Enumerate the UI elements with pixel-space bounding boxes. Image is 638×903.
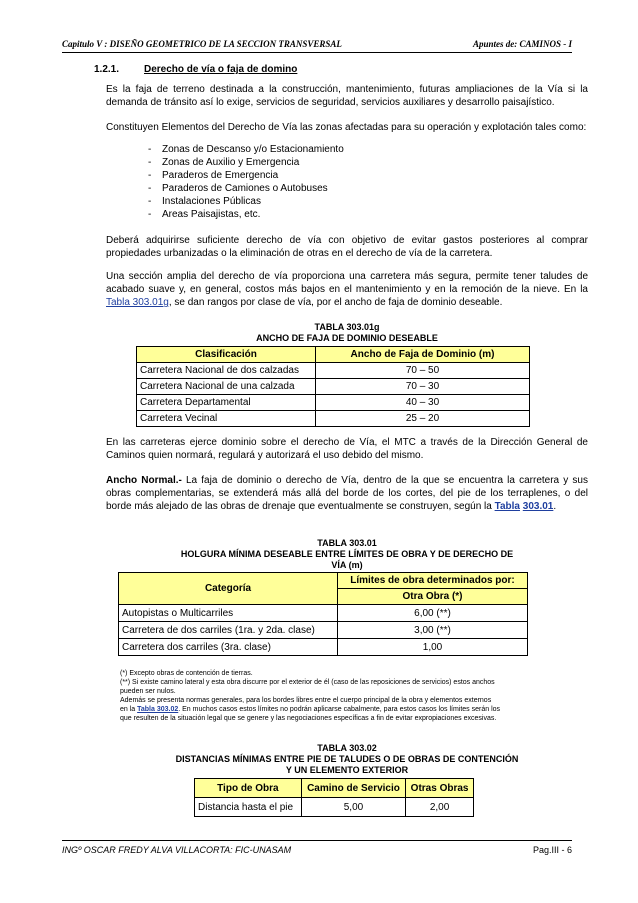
paragraph-acquisition: Deberá adquirirse suficiente derecho de vía con objetivo de evitar gastos posteriores al comprar propiedades urbanizadas o la eliminación de otras en el derecho de vía de la carretera. xyxy=(106,235,588,259)
table-row xyxy=(137,411,530,427)
table-303-02-link[interactable]: Tabla 303.02 xyxy=(137,706,179,713)
table1-cell: 70 – 50 xyxy=(316,363,530,379)
paragraph-definition: Es la faja de terreno destinada a la construcción, mantenimiento, futuras ampliaciones de la Vía si la demanda de tránsito así lo exige, servicios de seguridad, servicios auxiliares y desarrollo paisajístico. xyxy=(106,84,588,108)
header-course-title: Apuntes de: CAMINOS - I xyxy=(472,39,572,49)
page-footer xyxy=(62,840,572,855)
table-303-01g-link[interactable]: Tabla 303.01g xyxy=(106,297,169,308)
list-item: - Areas Paisajistas, etc. xyxy=(148,208,344,221)
table2-caption-title-end: VÍA (m) xyxy=(331,560,363,570)
table-row xyxy=(137,395,530,411)
section-title: Derecho de vía o faja de domino xyxy=(144,64,298,75)
table2-caption-title: HOLGURA MÍNIMA DESEABLE ENTRE LÍMITES DE OBRA Y DE DERECHO DE xyxy=(180,549,514,559)
table1-cell: 25 – 20 xyxy=(316,411,530,427)
table-row xyxy=(195,798,474,817)
table2-cell: Carretera de dos carriles (1ra. y 2da. clase) xyxy=(119,622,338,639)
table-row xyxy=(119,622,528,639)
table-303-01 xyxy=(118,572,528,656)
table1-caption-number: TABLA 303.01g xyxy=(314,322,380,332)
list-item: - Instalaciones Públicas xyxy=(148,195,344,208)
list-item: - Zonas de Auxilio y Emergencia xyxy=(148,156,344,169)
table3-caption-number: TABLA 303.02 xyxy=(317,743,377,753)
table2-cell: 3,00 (**) xyxy=(338,622,528,639)
paragraph-text: . xyxy=(553,501,557,512)
note-text: Además se presenta normas generales, para los bordes libres entre el cuerpo principal de la obra y elementos externos en la xyxy=(120,697,492,713)
table-row xyxy=(137,363,530,379)
note-3 xyxy=(120,696,500,723)
paragraph-text: La faja de dominio o derecho de Vía, dentro de la que se encuentra la carretera y sus obras complementarias, se extenderá más allá del borde de los cortes, del pie de los terraplenes, o del borde más alejado de las obras de drenaje que eventualmente se construyen, según la xyxy=(106,475,588,512)
ancho-normal-label: Ancho Normal.- xyxy=(106,475,182,486)
table3-header-otras: Otras Obras xyxy=(406,779,474,798)
table-303-02 xyxy=(194,778,474,817)
page-header xyxy=(62,38,572,53)
list-item: - Zonas de Descanso y/o Estacionamiento xyxy=(148,143,344,156)
note-2: (**) Si existe camino lateral y esta obra discurre por el exterior de él (caso de las reposiciones de servicios) estos anchos pueden ser nulos. xyxy=(120,679,495,695)
table2-cell: 1,00 xyxy=(338,639,528,656)
paragraph-ancho-normal xyxy=(106,474,588,513)
table3-caption xyxy=(106,743,588,776)
table-303-01-link[interactable]: 303.01 xyxy=(522,501,554,512)
table2-header-otra-obra: Otra Obra (*) xyxy=(338,589,528,605)
table2-header-limites: Límites de obra determinados por: xyxy=(338,573,528,589)
paragraph-text: Una sección amplia del derecho de vía proporciona una carretera más segura, permite tener taludes de acabado suave y, en general, costos más bajos en el mantenimiento y en la remoción de la nieve. En la xyxy=(106,271,588,295)
table-303-01g xyxy=(136,346,530,427)
paragraph-elements: Constituyen Elementos del Derecho de Vía las zonas afectadas para su operación y explotación tales como: xyxy=(106,122,587,133)
elements-list xyxy=(148,143,344,221)
table3-header-tipo: Tipo de Obra xyxy=(195,779,302,798)
table-row xyxy=(119,605,528,622)
paragraph-text: , se dan rangos por clase de vía, por el ancho de faja de dominio deseable. xyxy=(168,297,503,308)
header-chapter-title: Capitulo V : DISEÑO GEOMETRICO DE LA SECCION TRANSVERSAL xyxy=(62,39,342,49)
table1-cell: Carretera Departamental xyxy=(137,395,316,411)
table-303-01-link[interactable]: Tabla xyxy=(494,501,520,512)
footer-author: INGº OSCAR FREDY ALVA VILLACORTA: FIC-UNASAM xyxy=(62,845,292,855)
table2-cell: Carretera dos carriles (3ra. clase) xyxy=(119,639,338,656)
list-item: - Paraderos de Emergencia xyxy=(148,169,344,182)
table1-header-ancho: Ancho de Faja de Dominio (m) xyxy=(316,347,530,363)
section-number: 1.2.1. xyxy=(94,64,120,75)
table1-caption xyxy=(106,322,588,344)
table1-cell: 70 – 30 xyxy=(316,379,530,395)
table-row xyxy=(137,379,530,395)
table2-notes xyxy=(120,669,500,723)
table3-header-camino: Camino de Servicio xyxy=(301,779,405,798)
table3-cell: Distancia hasta el pie xyxy=(195,798,302,817)
table3-caption-title-end: Y UN ELEMENTO EXTERIOR xyxy=(285,765,409,775)
table3-cell: 2,00 xyxy=(406,798,474,817)
note-1: (*) Excepto obras de contención de tierras. xyxy=(120,670,253,677)
table3-cell: 5,00 xyxy=(301,798,405,817)
paragraph-wide-section xyxy=(106,270,588,309)
table1-cell: 40 – 30 xyxy=(316,395,530,411)
table1-cell: Carretera Nacional de una calzada xyxy=(137,379,316,395)
table1-header-clasificacion: Clasificación xyxy=(137,347,316,363)
note-text: . En muchos casos estos límites no podrán aplicarse cabalmente, para estos casos los límites serán los que resulten de la situación legal que se genere y las negociaciones específicas a fin de evitar expropiaciones excesivas. xyxy=(120,706,501,722)
list-item: - Paraderos de Camiones o Autobuses xyxy=(148,182,344,195)
table2-caption xyxy=(106,538,588,571)
table2-cell: 6,00 (**) xyxy=(338,605,528,622)
table1-cell: Carretera Nacional de dos calzadas xyxy=(137,363,316,379)
table1-caption-title: ANCHO DE FAJA DE DOMINIO DESEABLE xyxy=(256,333,438,343)
table-row xyxy=(119,639,528,656)
table2-caption-number: TABLA 303.01 xyxy=(317,538,377,548)
paragraph-mtc: En las carreteras ejerce dominio sobre el derecho de Vía, el MTC a través de la Dirección General de Caminos quien normará, regulará y autorizará el uso debido del mismo. xyxy=(106,437,588,461)
footer-page-number: Pag.III - 6 xyxy=(532,845,572,855)
table3-caption-title: DISTANCIAS MÍNIMAS ENTRE PIE DE TALUDES O DE OBRAS DE CONTENCIÓN xyxy=(175,754,519,764)
table2-cell: Autopistas o Multicarriles xyxy=(119,605,338,622)
table2-header-categoria: Categoría xyxy=(119,573,338,605)
table1-cell: Carretera Vecinal xyxy=(137,411,316,427)
